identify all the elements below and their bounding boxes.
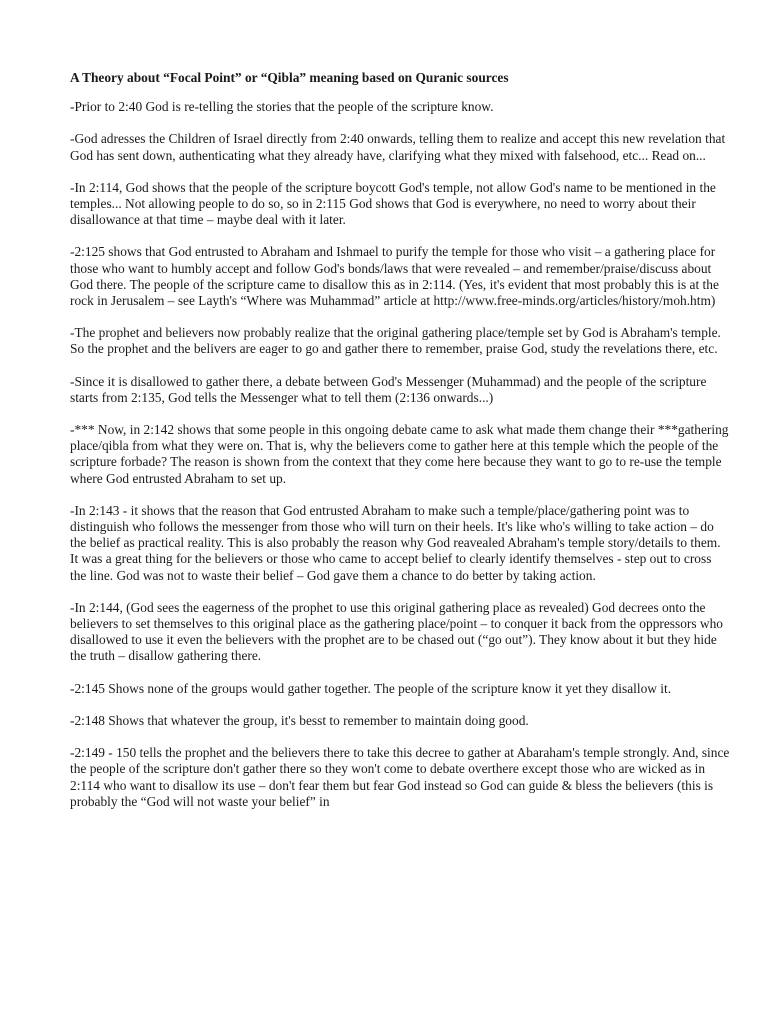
document-body	[70, 70, 730, 826]
paragraph: -In 2:144, (God sees the eagerness of the prophet to use this original gathering place as revealed) God decrees onto the believers to set themselves to this original place as the gathering place/point – to conquer it back from the oppressors who disallowed to use it even the believers with the prophet are to be chased out (“go out”). They know about it but they hide the truth – disallow gathering there.	[70, 599, 723, 664]
paragraph: -2:145 Shows none of the groups would gather together. The people of the scripture know it yet they disallow it.	[70, 680, 672, 696]
paragraph: -2:148 Shows that whatever the group, it's besst to remember to maintain doing good.	[70, 712, 529, 728]
paragraph: -Since it is disallowed to gather there, a debate between God's Messenger (Muhammad) and the people of the scripture starts from 2:135, God tells the Messenger what to tell them (2:136 onwards...)	[70, 373, 707, 405]
paragraph: -God adresses the Children of Israel directly from 2:40 onwards, telling them to realize and accept this new revelation that God has sent down, authenticating what they already have, clarifying what they mixed with falsehood, etc... Read on...	[70, 131, 726, 163]
paragraph: -The prophet and believers now probably realize that the original gathering place/temple set by God is Abraham's temple. So the prophet and the belivers are eager to go and gather there to remember, praise God, study the revelations there, etc.	[70, 325, 721, 357]
paragraph: -2:149 - 150 tells the prophet and the believers there to take this decree to gather at Abaraham's temple strongly. And, since the people of the scripture don't gather there so they won't come to debate overthere except those who are wicked as in 2:114 who want to disallow its use – don't fear them but fear God instead so God can guide & bless the believers (this is probably the “God will not waste your belief” in	[70, 745, 730, 809]
paragraph: -In 2:143 - it shows that the reason that God entrusted Abraham to make such a temple/place/gathering point was to distinguish who follows the messenger from those who will turn on their heels. It's like who's willing to take action – do the belief as practical reality. This is also probably the reason why God reavealed Abraham's temple story/details to them. It was a great thing for the believers or those who came to accept belief to clearly identify themselves - step out to cross the line. God was not to waste their belief – God gave them a chance to do better by taking action.	[70, 502, 721, 583]
paragraph: -In 2:114, God shows that the people of the scripture boycott God's temple, not allow God's name to be mentioned in the temples... Not allowing people to do so, so in 2:115 God shows that God is everywhere, no need to worry about their disallowance at that time – maybe deal with it later.	[70, 179, 716, 228]
paragraph: -Prior to 2:40 God is re-telling the stories that the people of the scripture know.	[70, 99, 494, 115]
paragraph: -*** Now, in 2:142 shows that some people in this ongoing debate came to ask what made them change their ***gathering place/qibla from what they were on. That is, why the believers come to gather here at this temple which the people of the scripture forbade? The reason is shown from the context that they come here because they want to go to re-use the temple where God entrusted Abraham to set up.	[70, 422, 729, 486]
paragraph: -2:125 shows that God entrusted to Abraham and Ishmael to purify the temple for those who visit – a gathering place for those who want to humbly accept and follow God's bonds/laws that were revealed – and remember/praise/discuss about God there. The people of the scripture came to disallow this as in 2:114. (Yes, it's evident that most probably this is at the rock in Jerusalem – see Layth's “Where was Muhammad” article at http://www.free-minds.org/articles/history/moh.htm)	[70, 244, 719, 309]
document-title: A Theory about “Focal Point” or “Qibla” meaning based on Quranic sources	[70, 70, 509, 85]
